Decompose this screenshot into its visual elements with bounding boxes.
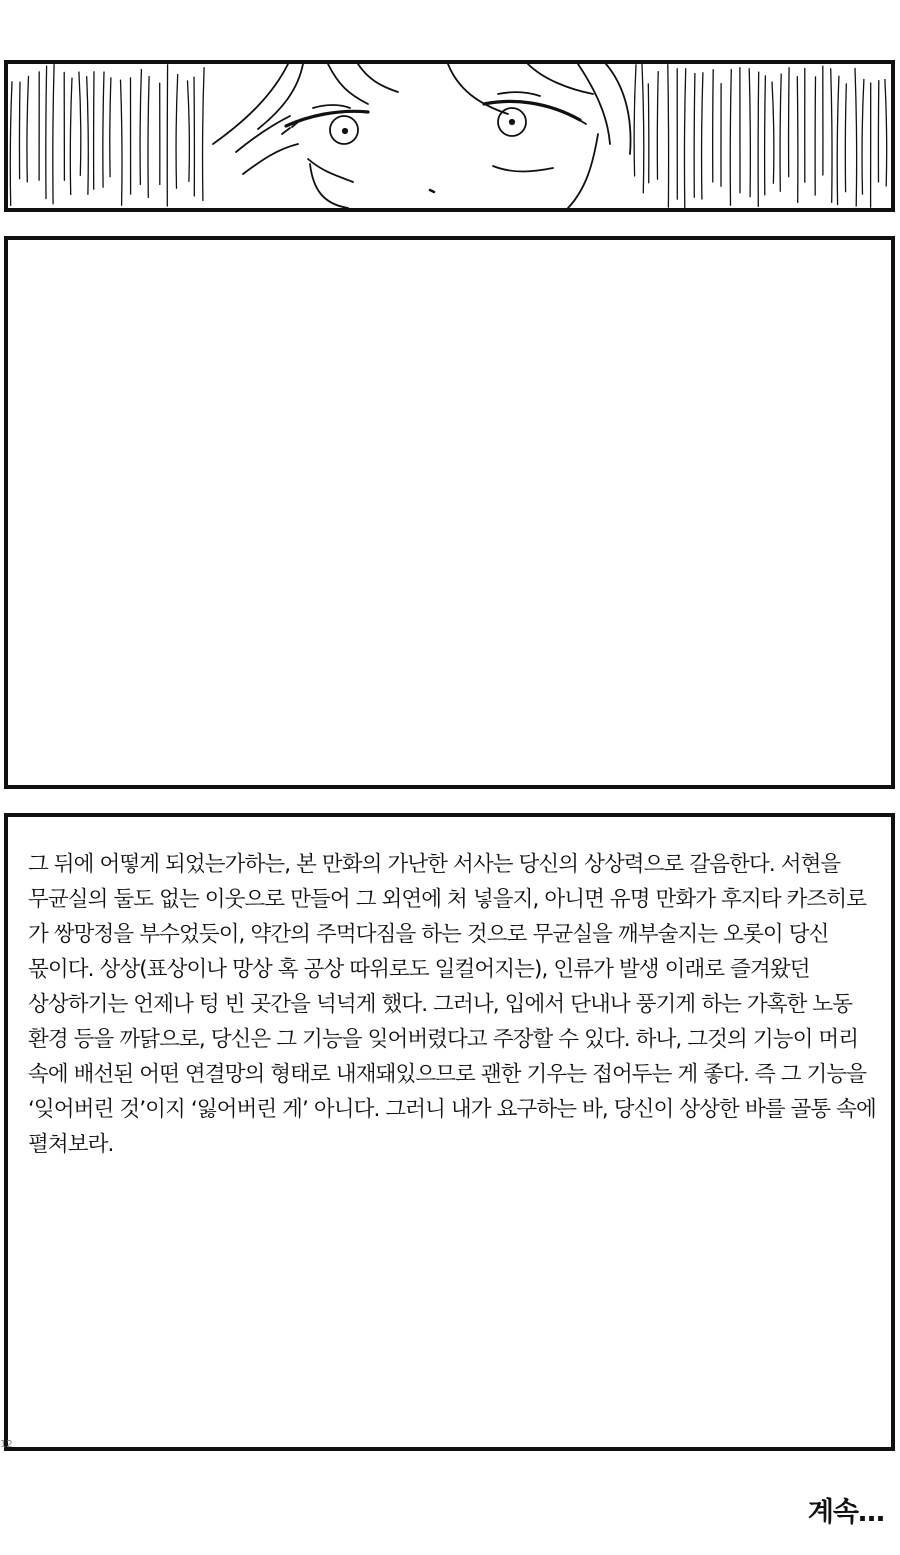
hatch-line bbox=[79, 72, 81, 175]
hatch-line bbox=[188, 81, 190, 181]
eyes-closeup-panel bbox=[4, 60, 895, 212]
hatch-line bbox=[694, 74, 695, 198]
hatch-line bbox=[837, 76, 839, 204]
hatch-line bbox=[46, 66, 47, 199]
hatch-line bbox=[19, 82, 20, 179]
hatch-line bbox=[885, 80, 887, 187]
hatch-line bbox=[713, 70, 714, 182]
narration-panel bbox=[4, 813, 895, 1451]
narration-line: 가 쌍망정을 부수었듯이, 약간의 주먹다짐을 하는 것으로 무균실을 깨부술지는 오롯이 당신 bbox=[28, 922, 829, 947]
hatch-line bbox=[70, 78, 72, 194]
hatch-line bbox=[797, 77, 798, 203]
narration-line: ‘잊어버린 것’이지 ‘잃어버린 게’ 아니다. 그러니 내가 요구하는 바, 당신이 상상한 바를 골통 속에 bbox=[28, 1097, 876, 1122]
blank-panel bbox=[4, 236, 895, 789]
hatch-line bbox=[668, 65, 669, 207]
narration-line: 환경 등을 까닭으로, 당신은 그 기능을 잊어버렸다고 주장할 수 있다. 하나, 그것의 기능이 머리 bbox=[28, 1027, 859, 1052]
hatch-line bbox=[758, 72, 759, 206]
narration-line: 속에 배선된 어떤 연결망의 형태로 내재돼있으므로 괜한 기우는 접어두는 게 좋다. 즉 그 기능을 bbox=[28, 1062, 867, 1087]
hatch-line bbox=[702, 73, 703, 199]
narration-line: 그 뒤에 어떻게 되었는가하는, 본 만화의 가난한 서사는 당신의 상상력으로 갈음한다. 서현을 bbox=[28, 852, 841, 877]
hatch-line bbox=[176, 75, 178, 189]
hatch-line bbox=[103, 72, 104, 187]
hatch-line bbox=[634, 65, 636, 176]
hatch-line bbox=[10, 82, 12, 206]
hatch-line bbox=[855, 68, 857, 206]
hatch-line bbox=[648, 84, 649, 183]
hatch-line bbox=[789, 68, 790, 177]
hatch-line bbox=[27, 76, 29, 181]
hatch-line bbox=[862, 79, 864, 194]
narration-text bbox=[28, 847, 878, 1162]
hatch-line bbox=[749, 69, 750, 197]
hatch-line bbox=[87, 77, 89, 195]
hatch-line bbox=[772, 82, 774, 183]
continue-label: 계속… bbox=[807, 1497, 884, 1528]
hatch-line bbox=[765, 76, 766, 195]
hatch-line bbox=[657, 72, 658, 180]
hatch-line bbox=[831, 69, 832, 203]
hatch-line bbox=[730, 70, 731, 206]
hatch-line bbox=[110, 78, 111, 177]
hatch-line bbox=[780, 74, 781, 191]
narration-line: 몫이다. 상상(표상이나 망상 혹 공상 따위로도 일컬어지는), 인류가 발생 이래로 즐겨왔던 bbox=[28, 957, 810, 982]
narration-line: 무균실의 둘도 없는 이웃으로 만들어 그 외연에 처 넣을지, 아니면 유명 만화가 후지타 카즈히로 bbox=[28, 887, 867, 912]
hatch-line bbox=[148, 77, 149, 198]
narration-line: 상상하기는 언제나 텅 빈 곳간을 넉넉게 했다. 그러나, 입에서 단내나 풍기게 하는 가혹한 노동 bbox=[28, 992, 853, 1017]
hatch-line bbox=[203, 68, 205, 201]
eyes-closeup-drawing bbox=[8, 64, 891, 208]
narration-line: 펼쳐보라. bbox=[28, 1132, 114, 1157]
hatch-line bbox=[642, 64, 644, 193]
hatch-line bbox=[140, 70, 141, 185]
page-number: 12 bbox=[0, 1439, 13, 1450]
hatch-line bbox=[53, 65, 54, 204]
hatch-line bbox=[684, 69, 685, 208]
hatch-line bbox=[845, 84, 846, 192]
hatch-line bbox=[121, 80, 123, 205]
